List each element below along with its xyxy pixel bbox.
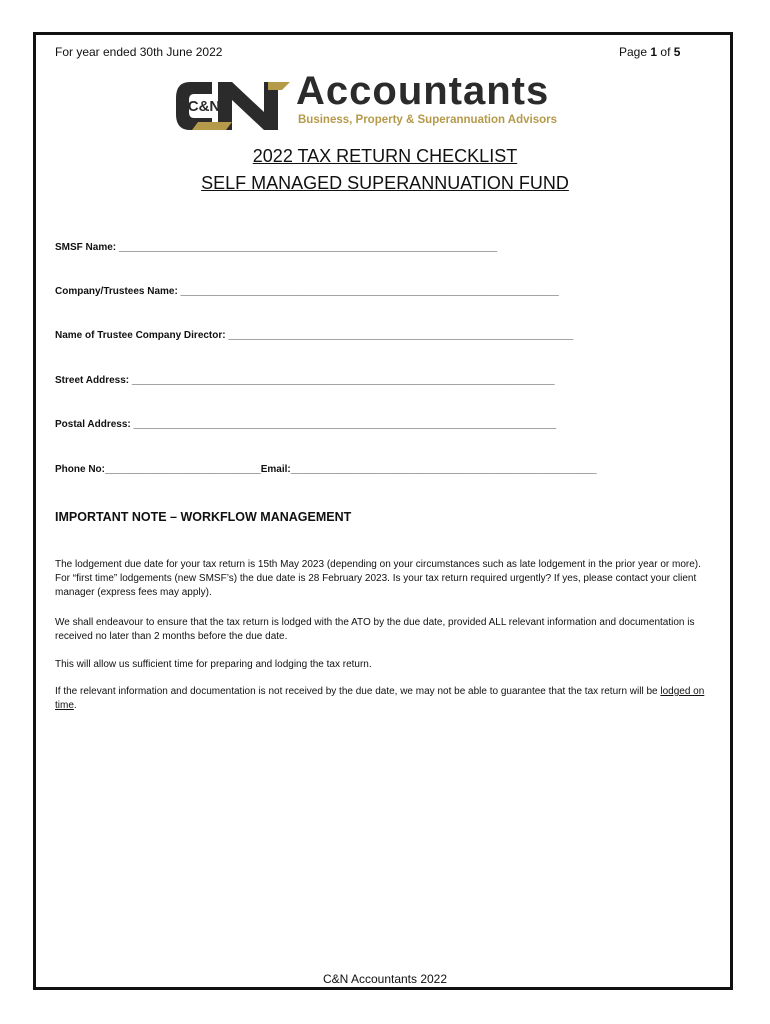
paragraph-endeavour: We shall endeavour to ensure that the tax return is lodged with the ATO by the due date, provided ALL relevant information and documentation is received no later than 2 months before the due date. bbox=[55, 617, 695, 642]
paragraph-guarantee bbox=[55, 685, 715, 713]
paragraph-sufficient-time: This will allow us sufficient time for preparing and lodging the tax return. bbox=[55, 659, 372, 670]
paragraph-guarantee-end: . bbox=[73, 700, 77, 711]
company-trustees-field[interactable]: Company/Trustees Name: ____________________________________________________________________ bbox=[55, 286, 559, 297]
page-label: Page bbox=[619, 45, 648, 59]
logo-brand-name: Accountants bbox=[296, 69, 550, 113]
paragraph-guarantee-text: If the relevant information and documentation is not received by the due date, we may not be able to guarantee that the tax return will be bbox=[55, 686, 661, 697]
company-logo bbox=[172, 69, 602, 136]
street-address-field[interactable]: Street Address: ____________________________________________________________________________ bbox=[55, 375, 555, 386]
lodged-on-time-text: lodged on time bbox=[55, 686, 705, 711]
phone-email-field[interactable]: Phone No:____________________________Email:_______________________________________________________ bbox=[55, 464, 597, 475]
page-total: 5 bbox=[673, 45, 681, 59]
title-line-2: SELF MANAGED SUPERANNUATION FUND bbox=[201, 173, 569, 193]
year-ended-label: For year ended 30th June 2022 bbox=[55, 45, 223, 59]
page-footer: C&N Accountants 2022 bbox=[322, 972, 448, 986]
trustee-director-field[interactable]: Name of Trustee Company Director: ______________________________________________________________ bbox=[55, 330, 574, 341]
paragraph-due-date: The lodgement due date for your tax return is 15th May 2023 (depending on your circumstances such as late lodgement in the prior year or more). For “first time” lodgements (new SMSF’s) the due date is 28 February 2023. Is your tax return required urgently? If yes, please contact your client manager (express fees may apply). bbox=[55, 559, 701, 598]
page-current: 1 bbox=[650, 45, 658, 59]
page-of: of bbox=[660, 45, 671, 59]
logo-tagline: Business, Property & Superannuation Advisors bbox=[298, 114, 558, 126]
title-line-1: 2022 TAX RETURN CHECKLIST bbox=[252, 146, 518, 166]
page-indicator bbox=[619, 45, 680, 59]
postal-address-field[interactable]: Postal Address: ____________________________________________________________________________ bbox=[55, 419, 557, 430]
smsf-name-field[interactable]: SMSF Name: ____________________________________________________________________ bbox=[55, 242, 498, 253]
cn-logo-mark-icon bbox=[172, 76, 294, 136]
workflow-section-heading: IMPORTANT NOTE – WORKFLOW MANAGEMENT bbox=[55, 510, 352, 524]
logo-mark-text: C&N bbox=[187, 98, 221, 115]
